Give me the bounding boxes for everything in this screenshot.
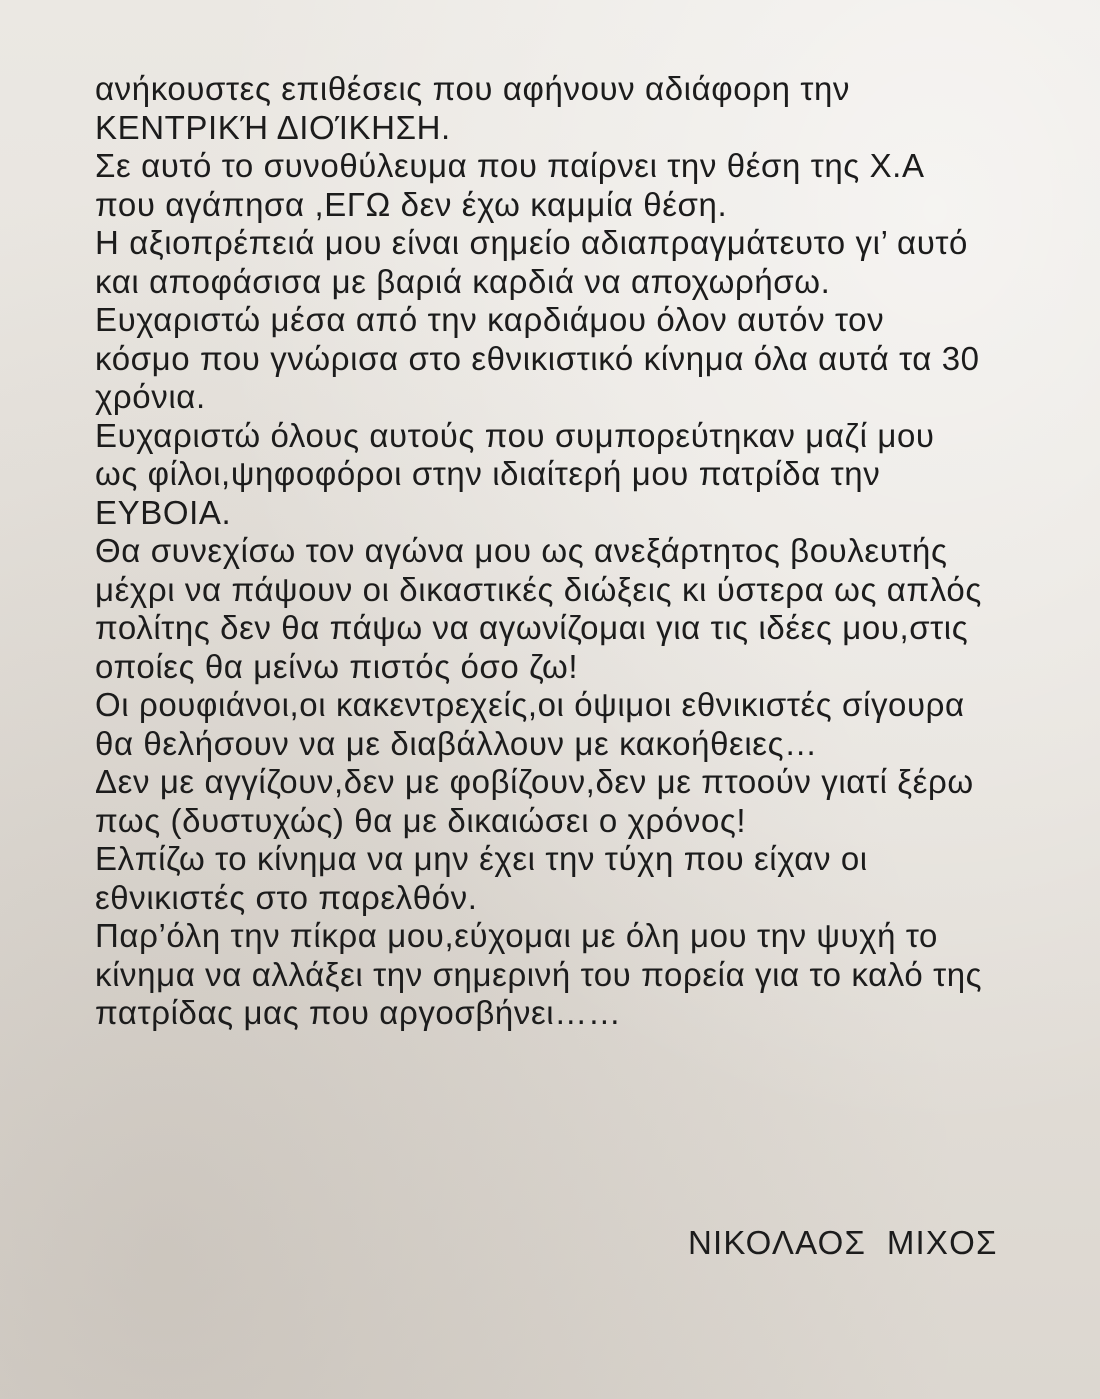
- letter-line: ανήκουστες επιθέσεις που αφήνουν αδιάφορη την: [95, 70, 851, 107]
- letter-line: ως φίλοι,ψηφοφόροι στην ιδιαίτερή μου πατρίδα την: [95, 455, 881, 492]
- letter-line: Σε αυτό το συνοθύλευμα που παίρνει την θέση της Χ.Α: [95, 147, 925, 184]
- letter-line: πατρίδας μας που αργοσβήνει……: [95, 994, 622, 1031]
- letter-line: Η αξιοπρέπειά μου είναι σημείο αδιαπραγμάτευτο γι’ αυτό: [95, 224, 968, 261]
- letter-line: κόσμο που γνώρισα στο εθνικιστικό κίνημα όλα αυτά τα 30: [95, 339, 980, 377]
- letter-line: πως (δυστυχώς) θα με δικαιώσει ο χρόνος!: [95, 801, 747, 839]
- letter-line: Θα συνεχίσω τον αγώνα μου ως ανεξάρτητος βουλευτής: [95, 532, 948, 569]
- letter-body: [95, 70, 1055, 1033]
- letter-line: οποίες θα μείνω πιστός όσο ζω!: [95, 647, 579, 685]
- letter-line: χρόνια.: [95, 378, 206, 415]
- letter-line: πολίτης δεν θα πάψω να αγωνίζομαι για τις ιδέες μου,στις: [95, 609, 969, 646]
- letter-line: Ευχαριστώ μέσα από την καρδιάμου όλον αυτόν τον: [95, 301, 885, 338]
- letter-line: μέχρι να πάψουν οι δικαστικές διώξεις κι ύστερα ως απλός: [95, 570, 982, 608]
- letter-line: ΕΥΒΟΙΑ.: [95, 493, 232, 531]
- letter-line: κίνημα να αλλάξει την σημερινή του πορεία για το καλό της: [95, 955, 983, 993]
- letter-line: Ευχαριστώ όλους αυτούς που συμπορεύτηκαν μαζί μου: [95, 416, 935, 454]
- letter-line: που αγάπησα ,ΕΓΩ δεν έχω καμμία θέση.: [95, 185, 728, 223]
- letter-line: Οι ρουφιάνοι,οι κακεντρεχείς,οι όψιμοι εθνικιστές σίγουρα: [95, 686, 965, 723]
- signature-name: ΝΙΚΟΛΑΟΣ ΜΙΧΟΣ: [688, 1224, 998, 1261]
- letter-line: ΚΕΝΤΡΙΚΉ ΔΙΟΊΚΗΣΗ.: [95, 108, 451, 146]
- letter-line: Παρ’όλη την πίκρα μου,εύχομαι με όλη μου την ψυχή το: [95, 917, 938, 954]
- letter-line: και αποφάσισα με βαριά καρδιά να αποχωρήσω.: [95, 262, 831, 300]
- letter-line: Δεν με αγγίζουν,δεν με φοβίζουν,δεν με πτοούν γιατί ξέρω: [95, 763, 974, 800]
- letter-line: Ελπίζω το κίνημα να μην έχει την τύχη που είχαν οι: [95, 840, 868, 877]
- letter-line: θα θελήσουν να με διαβάλλουν με κακοήθειες…: [95, 724, 818, 762]
- letter-line: εθνικιστές στο παρελθόν.: [95, 878, 478, 916]
